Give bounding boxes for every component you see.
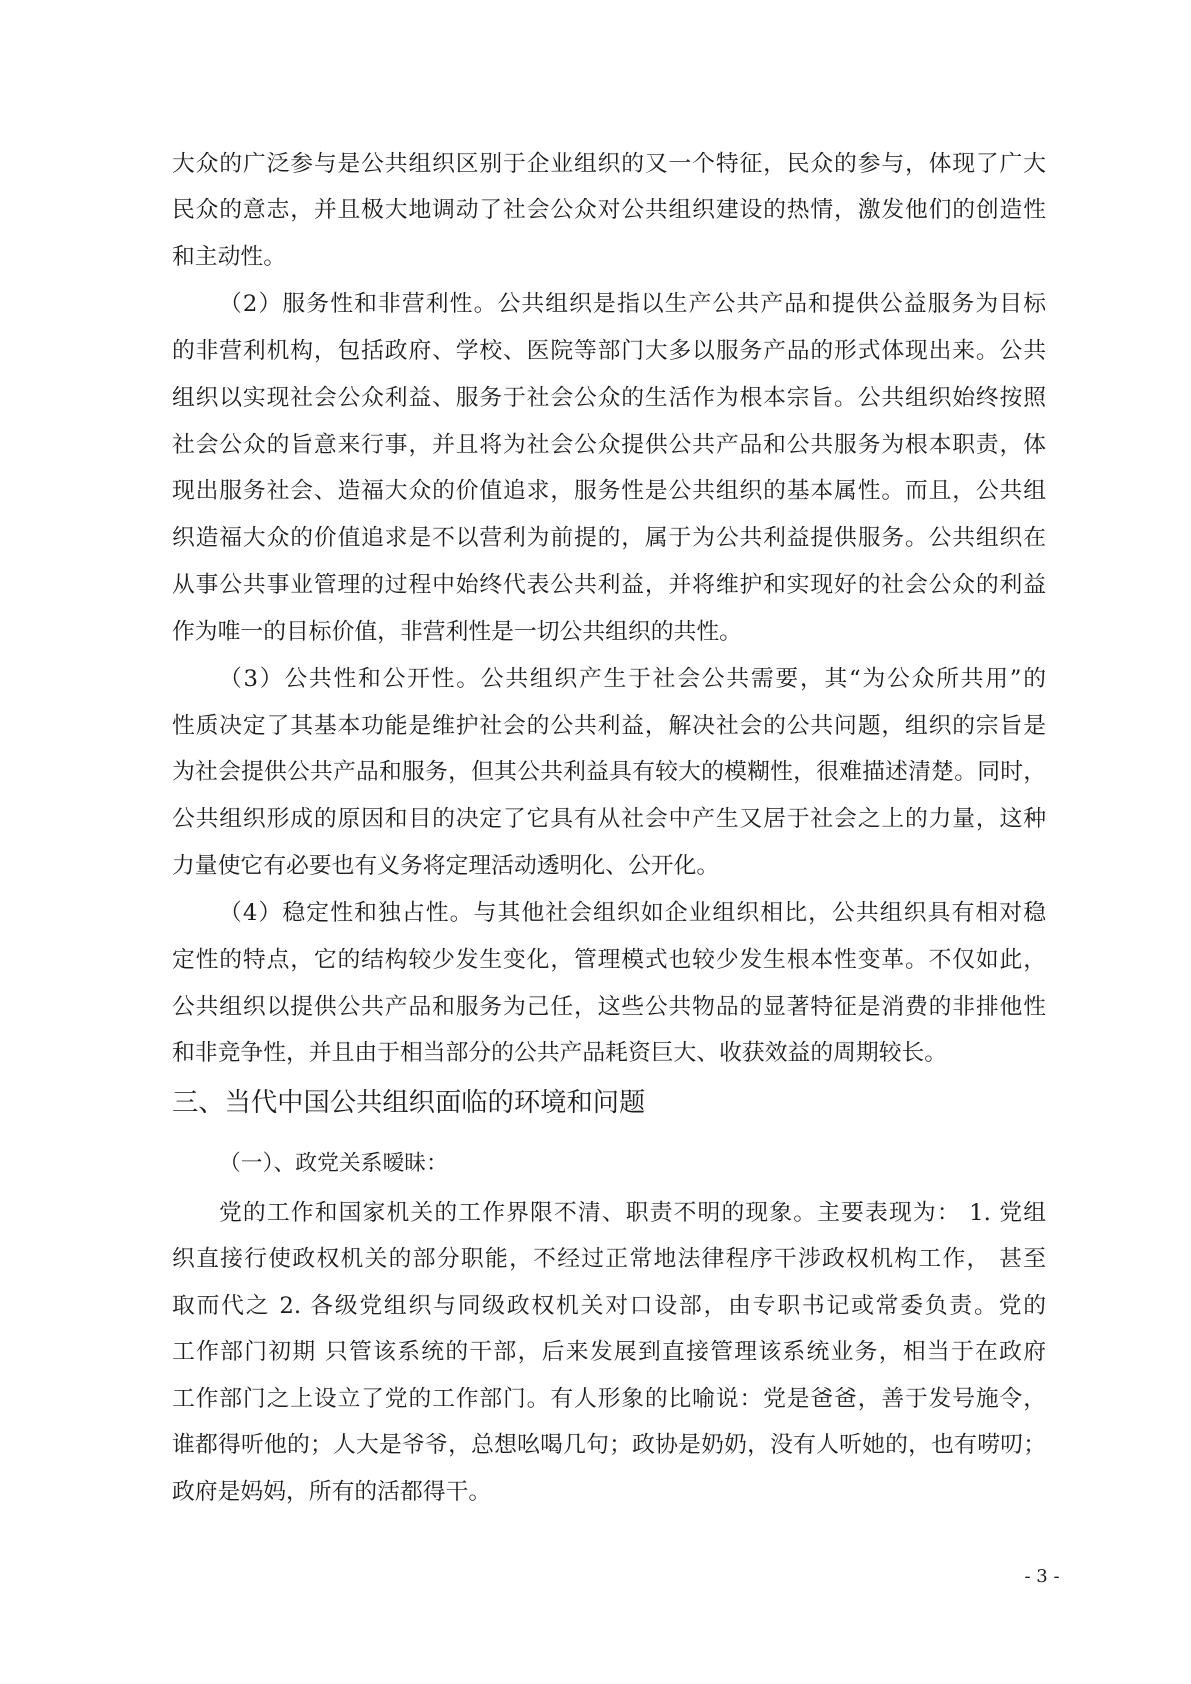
paragraph bbox=[172, 656, 1046, 890]
text-line: （2）服务性和非营利性。公共组织是指以生产公共产品和提供公益服务为目标 bbox=[219, 291, 1046, 318]
text-line: 性质决定了其基本功能是维护社会的公共利益，解决社会的公共问题，组织的宗旨是 bbox=[172, 712, 1046, 739]
text-line: 为社会提供公共产品和服务，但其公共利益具有较大的模糊性，很难描述清楚。同时， bbox=[172, 759, 1046, 786]
text-line: 织直接行使政权机关的部分职能，不经过正常地法律程序干涉政权机构工作， 甚至 bbox=[172, 1246, 1046, 1273]
text-line: 的非营利机构，包括政府、学校、医院等部门大多以服务产品的形式体现出来。公共 bbox=[172, 337, 1046, 364]
text-line: 和主动性。 bbox=[172, 244, 286, 271]
text-line: 作为唯一的目标价值，非营利性是一切公共组织的共性。 bbox=[172, 618, 742, 645]
text-line: （4）稳定性和独占性。与其他社会组织如企业组织相比，公共组织具有相对稳 bbox=[219, 899, 1046, 926]
text-line: （3）公共性和公开性。公共组织产生于社会公共需要，其“为公众所共用”的 bbox=[219, 665, 1046, 692]
text-line: 公共组织形成的原因和目的决定了它具有从社会中产生又居于社会之上的力量，这种 bbox=[172, 806, 1046, 833]
text-line: 大众的广泛参与是公共组织区别于企业组织的又一个特征，民众的参与，体现了广大 bbox=[172, 150, 1046, 177]
text-line: 谁都得听他的；人大是爷爷，总想吆喝几句；政协是奶奶，没有人听她的，也有唠叨； bbox=[172, 1432, 1046, 1459]
text-line: 工作部门之上设立了党的工作部门。有人形象的比喻说：党是爸爸，善于发号施令， bbox=[172, 1385, 1046, 1412]
text-line: 织造福大众的价值追求是不以营利为前提的，属于为公共利益提供服务。公共组织在 bbox=[172, 525, 1046, 552]
paragraph bbox=[172, 1190, 1046, 1516]
text-line: 现出服务社会、造福大众的价值追求，服务性是公共组织的基本属性。而且，公共组 bbox=[172, 478, 1046, 505]
text-line: 党的工作和国家机关的工作界限不清、职责不明的现象。主要表现为： 1. 党组 bbox=[219, 1199, 1046, 1226]
text-line: 从事公共事业管理的过程中始终代表公共利益，并将维护和实现好的社会公众的利益 bbox=[172, 572, 1046, 599]
text-line: 社会公众的旨意来行事，并且将为社会公众提供公共产品和公共服务为根本职责，体 bbox=[172, 431, 1046, 458]
subsection-heading: （一）、政党关系暧昧： bbox=[219, 1151, 448, 1176]
paragraph bbox=[172, 890, 1046, 1077]
body-text-section3 bbox=[172, 1190, 1046, 1516]
text-line: 组织以实现社会公众利益、服务于社会公众的生活作为根本宗旨。公共组织始终按照 bbox=[172, 384, 1046, 411]
text-line: 民众的意志，并且极大地调动了社会公众对公共组织建设的热情，激发他们的创造性 bbox=[172, 197, 1046, 224]
text-line: 取而代之 2. 各级党组织与同级政权机关对口设部，由专职书记或常委负责。党的 bbox=[172, 1292, 1046, 1319]
page-number: - 3 - bbox=[1024, 1566, 1060, 1587]
paragraph bbox=[172, 281, 1046, 656]
text-line: 政府是妈妈，所有的活都得干。 bbox=[172, 1478, 492, 1505]
text-line: 工作部门初期 只管该系统的干部，后来发展到直接管理该系统业务，相当于在政府 bbox=[172, 1339, 1046, 1366]
text-line: 定性的特点，它的结构较少发生变化，管理模式也较少发生根本性变革。不仅如此， bbox=[172, 946, 1046, 973]
body-text-part1 bbox=[172, 141, 1046, 1078]
text-line: 和非竞争性，并且由于相当部分的公共产品耗资巨大、收获效益的周期较长。 bbox=[172, 1040, 948, 1067]
section-heading: 三、当代中国公共组织面临的环境和问题 bbox=[172, 1088, 646, 1118]
text-line: 力量使它有必要也有义务将定理活动透明化、公开化。 bbox=[172, 853, 720, 880]
paragraph bbox=[172, 141, 1046, 281]
text-line: 公共组织以提供公共产品和服务为己任，这些公共物品的显著特征是消费的非排他性 bbox=[172, 993, 1046, 1020]
